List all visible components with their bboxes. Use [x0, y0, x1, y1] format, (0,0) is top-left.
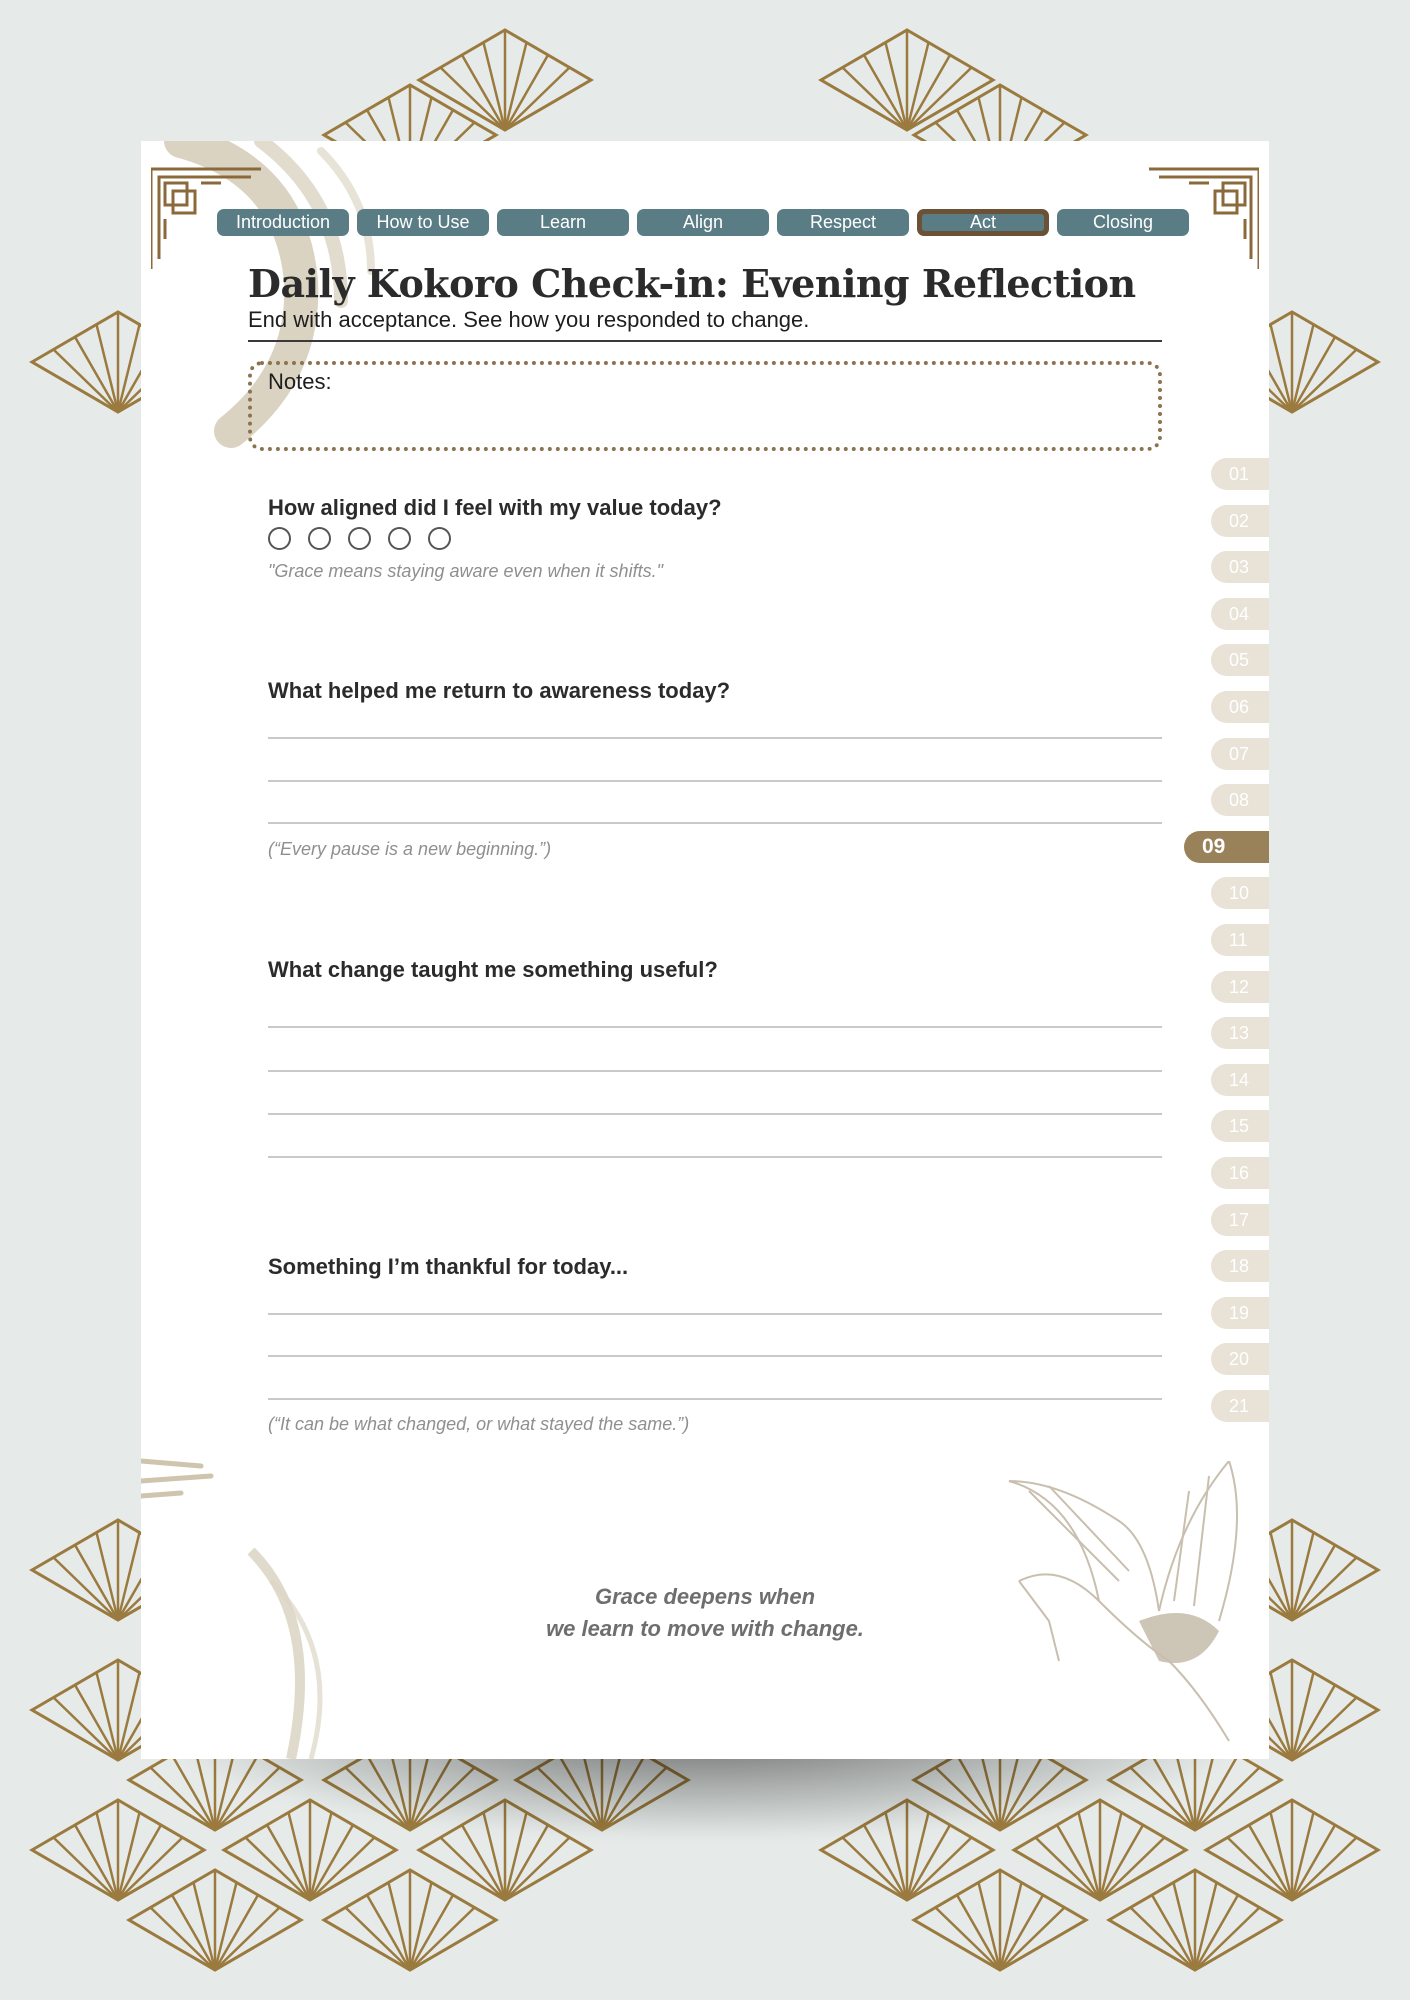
answer-line[interactable] [268, 1070, 1162, 1072]
notes-field[interactable] [248, 361, 1162, 451]
day-tab-03[interactable]: 03 [1211, 551, 1269, 583]
day-tab-18[interactable]: 18 [1211, 1250, 1269, 1282]
day-tab-12[interactable]: 12 [1211, 971, 1269, 1003]
day-tab-07[interactable]: 07 [1211, 738, 1269, 770]
day-tab-21[interactable]: 21 [1211, 1390, 1269, 1422]
rating-radio-2[interactable] [308, 527, 331, 550]
page-title: Daily Kokoro Check-in: Evening Reflection [248, 261, 1136, 306]
question-awareness: What helped me return to awareness today? [268, 678, 731, 703]
answer-line[interactable] [268, 1156, 1162, 1158]
tab-respect[interactable]: Respect [777, 209, 909, 236]
footer-quote-line-1: Grace deepens when [594, 1584, 816, 1609]
notes-label: Notes: [268, 369, 332, 394]
day-tab-10[interactable]: 10 [1211, 877, 1269, 909]
day-tab-11[interactable]: 11 [1211, 924, 1269, 956]
rating-radio-5[interactable] [428, 527, 451, 550]
answer-line[interactable] [268, 780, 1162, 782]
day-tab-04[interactable]: 04 [1211, 598, 1269, 630]
question-thankful: Something I’m thankful for today... [268, 1254, 629, 1279]
tab-closing[interactable]: Closing [1057, 209, 1189, 236]
answer-line[interactable] [268, 822, 1162, 824]
ink-brush-stroke-icon [141, 1441, 381, 1759]
fan-pattern-icon [324, 1870, 496, 1970]
question-hint: (“Every pause is a new beginning.”) [268, 839, 552, 859]
rating-radio-1[interactable] [268, 527, 291, 550]
tab-align[interactable]: Align [637, 209, 769, 236]
title-divider [248, 340, 1162, 342]
rating-radio-4[interactable] [388, 527, 411, 550]
page-subtitle: End with acceptance. See how you responded to change. [248, 307, 810, 332]
answer-line[interactable] [268, 1113, 1162, 1115]
day-tab-16[interactable]: 16 [1211, 1157, 1269, 1189]
footer-quote-line-2: we learn to move with change. [546, 1616, 864, 1641]
day-tab-09[interactable]: 09 [1184, 831, 1269, 863]
question-alignment: How aligned did I feel with my value today? [268, 495, 722, 520]
answer-line[interactable] [268, 1355, 1162, 1357]
day-tab-05[interactable]: 05 [1211, 644, 1269, 676]
fan-pattern-icon [1109, 1870, 1281, 1970]
section-tabs [217, 209, 1189, 236]
alignment-rating [268, 527, 451, 550]
fan-pattern-icon [914, 1870, 1086, 1970]
day-tab-13[interactable]: 13 [1211, 1017, 1269, 1049]
question-change: What change taught me something useful? [268, 957, 718, 982]
day-tab-17[interactable]: 17 [1211, 1204, 1269, 1236]
crane-illustration-icon [999, 1461, 1259, 1751]
question-hint: (“It can be what changed, or what stayed the same.”) [268, 1414, 690, 1434]
day-tab-01[interactable]: 01 [1211, 458, 1269, 490]
tab-act[interactable] [917, 209, 1049, 236]
day-tab-14[interactable]: 14 [1211, 1064, 1269, 1096]
day-tab-20[interactable]: 20 [1211, 1343, 1269, 1375]
answer-line[interactable] [268, 737, 1162, 739]
fan-pattern-icon [821, 30, 993, 130]
day-tab-02[interactable]: 02 [1211, 505, 1269, 537]
tab-act-label: Act [922, 214, 1044, 231]
answer-line[interactable] [268, 1398, 1162, 1400]
day-tab-06[interactable]: 06 [1211, 691, 1269, 723]
day-tab-15[interactable]: 15 [1211, 1110, 1269, 1142]
tab-introduction[interactable]: Introduction [217, 209, 349, 236]
footer-quote [471, 1581, 939, 1645]
day-tab-19[interactable]: 19 [1211, 1297, 1269, 1329]
day-tab-08[interactable]: 08 [1211, 784, 1269, 816]
journal-page [141, 141, 1269, 1759]
tab-learn[interactable]: Learn [497, 209, 629, 236]
answer-line[interactable] [268, 1313, 1162, 1315]
rating-radio-3[interactable] [348, 527, 371, 550]
fan-pattern-icon [129, 1870, 301, 1970]
answer-line[interactable] [268, 1026, 1162, 1028]
fan-pattern-icon [419, 30, 591, 130]
tab-how-to-use[interactable]: How to Use [357, 209, 489, 236]
question-hint: "Grace means staying aware even when it shifts." [268, 561, 663, 581]
